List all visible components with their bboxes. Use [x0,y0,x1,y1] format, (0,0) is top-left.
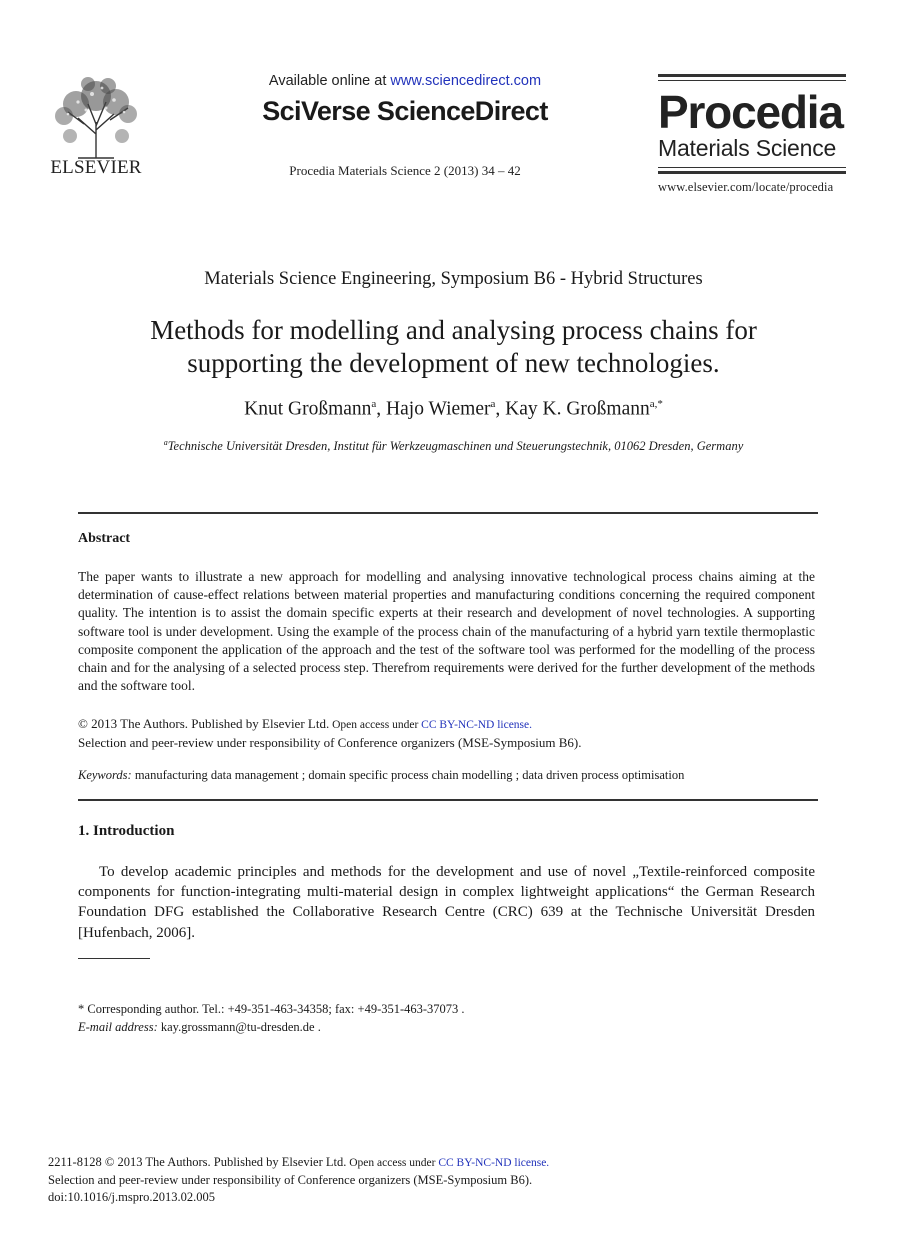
brand-rule-bottom-thin [658,167,846,168]
author-list [60,398,847,421]
abstract-top-rule [78,512,818,514]
issn-copyright: 2211-8128 © 2013 The Authors. Published by Elsevier Ltd. [48,1155,347,1169]
publisher-name: ELSEVIER [50,157,142,178]
email-address: kay.grossmann@tu-dresden.de . [157,1019,321,1034]
keywords-text: manufacturing data management ; domain specific process chain modelling ; data driven process optimisation [131,768,685,782]
journal-citation: Procedia Materials Science 2 (2013) 34 – 42 [289,163,521,178]
available-prefix: Available online at [268,73,391,89]
journal-url-link[interactable]: www.elsevier.com/locate/procedia [658,180,834,194]
email-label: E-mail address: [78,1019,158,1034]
footer-open-access-text: Open access under [346,1157,439,1169]
brand-rule-bottom [658,171,846,174]
affiliation [60,438,847,454]
affiliation-mark: a [163,438,168,447]
author-separator: , [376,398,387,420]
symposium-line: Materials Science Engineering, Symposium B6 - Hybrid Structures [204,269,703,289]
paper-title-line-2: supporting the development of new technologies. [187,348,720,378]
sciencedirect-link[interactable]: www.sciencedirect.com [390,73,542,89]
keywords-label: Keywords: [78,768,132,782]
platform-name: SciVerse ScienceDirect [262,96,548,126]
license-link[interactable]: CC BY-NC-ND license. [421,719,533,731]
footer-license-link[interactable]: CC BY-NC-ND license. [438,1157,550,1169]
footnotes [78,1001,815,1036]
keywords-line [78,768,815,783]
introduction-paragraph: To develop academic principles and methods for the development and use of novel „Textile-reinforced composite components for function-integrating multi-material design in complex lightweight applications“ the German Research Foundation DFG established the Collaborative Research Centre (CRC) 639 at the Technische Universität Dresden [Hufenbach, 2006]. [78,864,815,941]
brand-rule-top-thin [658,80,846,81]
page-footer [48,1154,848,1206]
abstract-bottom-rule [78,799,818,801]
author-affiliation-mark: a [371,398,377,410]
open-access-text: Open access under [329,719,422,731]
author-name: Knut Großmann [244,398,372,420]
footnote-rule [78,958,150,959]
author-separator: , [495,398,506,420]
copyright-text: © 2013 The Authors. Published by Elsevier Ltd. [78,716,330,731]
affiliation-text: Technische Universität Dresden, Institut für Werkzeugmaschinen und Steuerungstechnik, 01062 Dresden, Germany [167,439,744,454]
abstract-text: The paper wants to illustrate a new approach for modelling and analysing innovative technological process chains aiming at the determination of cause-effect relations between material properties and manufacturing conditions concerning the required component quality. The intention is to assist the domain specific experts at their research and development of novel technologies. A supporting software tool is under development. Using the example of the process chain of the manufacturing of a hybrid yarn textile thermoplastic composite component the application of the approach and the test of the software tool was performed for the modelling of the process chain and for the analysing of a selected process step. Therefrom requirements were derived for the further development of the methods and the software tool. [78,569,815,694]
author-name: Hajo Wiemer [386,398,491,420]
copyright-block [78,715,815,752]
footer-peer-review: Selection and peer-review under responsibility of Conference organizers (MSE-Symposium B6). [48,1173,533,1187]
available-online [160,73,650,89]
author-affiliation-mark: a [490,398,496,410]
journal-brand-subtitle: Materials Science [658,135,837,161]
journal-brand-procedia: Procedia [658,86,843,138]
author-affiliation-mark: a,* [649,398,663,410]
brand-rule-top [658,74,846,77]
abstract-heading: Abstract [78,531,131,546]
author-name: Kay K. Großmann [505,398,650,420]
corresponding-author-note: * Corresponding author. Tel.: +49-351-463-34358; fax: +49-351-463-37073 . [78,1002,465,1016]
peer-review-text: Selection and peer-review under responsibility of Conference organizers (MSE-Symposium B6). [78,735,582,750]
introduction-heading: 1. Introduction [78,823,175,839]
paper-title-line-1: Methods for modelling and analysing process chains for [150,315,757,345]
doi: doi:10.1016/j.mspro.2013.02.005 [48,1190,216,1204]
paper-title [60,314,847,380]
journal-brand-logo [658,74,846,174]
